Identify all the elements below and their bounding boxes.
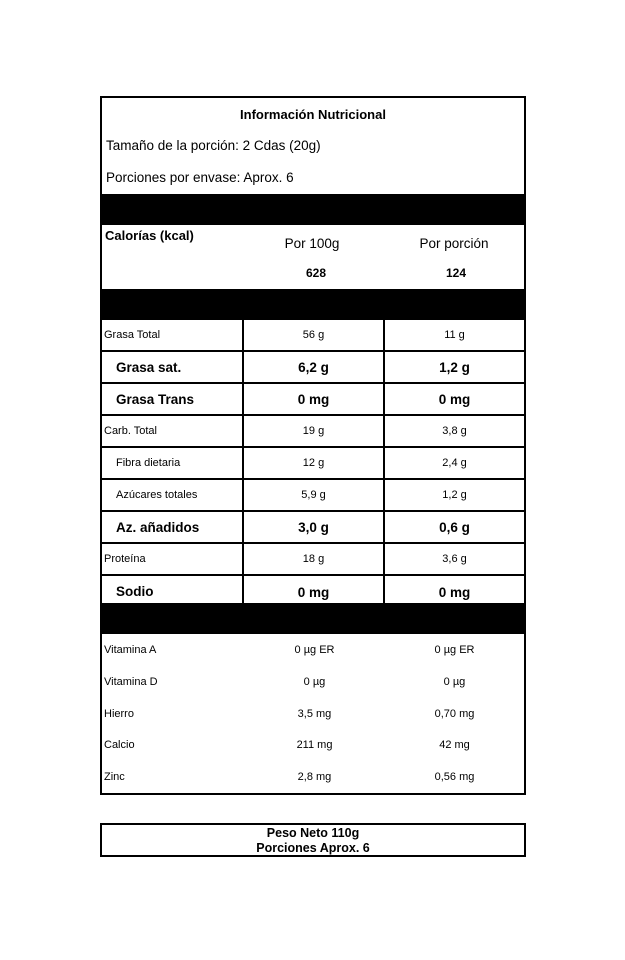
separator-bar — [102, 194, 524, 225]
vitamin-row — [102, 761, 524, 793]
nutrient-row — [102, 480, 524, 512]
nutrient-row — [102, 320, 524, 352]
vitamin-name: Calcio — [104, 739, 135, 751]
nutrient-name: Az. añadidos — [102, 512, 244, 544]
serving-size: Tamaño de la porción: 2 Cdas (20g) — [106, 138, 321, 153]
nutrient-name: Grasa Total — [102, 320, 244, 352]
nutrient-name: Grasa sat. — [102, 352, 244, 384]
nutrient-per100: 19 g — [244, 416, 385, 448]
nutrient-row — [102, 512, 524, 544]
nutrient-row — [102, 544, 524, 576]
nutrient-name: Fibra dietaria — [102, 448, 244, 480]
vitamin-per100: 0 µg — [303, 676, 326, 688]
vitamin-per100: 0 µg ER — [294, 644, 335, 656]
nutrient-per100: 18 g — [244, 544, 385, 576]
net-weight-box — [100, 823, 526, 857]
nutrient-per100: 0 mg — [244, 384, 385, 416]
calories-label: Calorías (kcal) — [105, 228, 194, 243]
net-weight: Peso Neto 110g — [266, 826, 360, 840]
nutrient-row — [102, 352, 524, 384]
vitamin-perserving: 0 µg — [443, 676, 466, 688]
vitamin-per100: 3,5 mg — [297, 708, 332, 720]
vitamin-name: Hierro — [104, 708, 134, 720]
label-title: Información Nutricional — [240, 107, 386, 122]
vitamin-name: Vitamina D — [104, 676, 158, 688]
vitamin-per100: 2,8 mg — [297, 771, 332, 783]
column-header-perserving: Por porción — [419, 236, 489, 251]
separator-bar — [102, 603, 524, 634]
nutrient-per100: 56 g — [244, 320, 385, 352]
nutrient-row — [102, 416, 524, 448]
nutrient-perserving: 11 g — [385, 320, 524, 352]
calories-per100: 628 — [305, 266, 327, 280]
vitamin-perserving: 0 µg ER — [434, 644, 475, 656]
nutrient-perserving: 0,6 g — [385, 512, 524, 544]
nutrient-name: Proteína — [102, 544, 244, 576]
vitamin-row — [102, 666, 524, 698]
nutrient-per100: 5,9 g — [244, 480, 385, 512]
vitamin-name: Vitamina A — [104, 644, 157, 656]
nutrient-perserving: 0 mg — [385, 384, 524, 416]
vitamin-row — [102, 634, 524, 666]
nutrient-row — [102, 384, 524, 416]
nutrition-facts-label — [100, 96, 526, 795]
column-header-per100: Por 100g — [284, 236, 340, 251]
vitamin-name: Zinc — [104, 771, 125, 783]
nutrient-perserving: 1,2 g — [385, 480, 524, 512]
vitamin-perserving: 0,56 mg — [434, 771, 475, 783]
nutrient-perserving: 1,2 g — [385, 352, 524, 384]
nutrient-row — [102, 448, 524, 480]
nutrient-per100: 12 g — [244, 448, 385, 480]
nutrient-perserving: 0 mg — [438, 584, 471, 600]
vitamin-row — [102, 698, 524, 730]
nutrient-perserving: 3,6 g — [385, 544, 524, 576]
nutrient-name: Carb. Total — [102, 416, 244, 448]
separator-bar — [102, 289, 524, 320]
vitamin-per100: 211 mg — [296, 739, 333, 751]
nutrient-name: Azúcares totales — [102, 480, 244, 512]
servings-approx: Porciones Aprox. 6 — [256, 841, 370, 855]
calories-perserving: 124 — [445, 266, 467, 280]
nutrient-name: Sodio — [102, 576, 244, 608]
nutrient-per100: 0 mg — [244, 576, 385, 608]
vitamin-row — [102, 729, 524, 761]
vitamin-perserving: 0,70 mg — [434, 708, 475, 720]
nutrient-perserving: 2,4 g — [385, 448, 524, 480]
nutrient-per100: 3,0 g — [244, 512, 385, 544]
nutrient-name: Grasa Trans — [102, 384, 244, 416]
servings-per-container: Porciones por envase: Aprox. 6 — [106, 170, 294, 185]
nutrient-per100: 6,2 g — [244, 352, 385, 384]
vitamin-perserving: 42 mg — [439, 739, 470, 751]
nutrient-perserving: 3,8 g — [385, 416, 524, 448]
